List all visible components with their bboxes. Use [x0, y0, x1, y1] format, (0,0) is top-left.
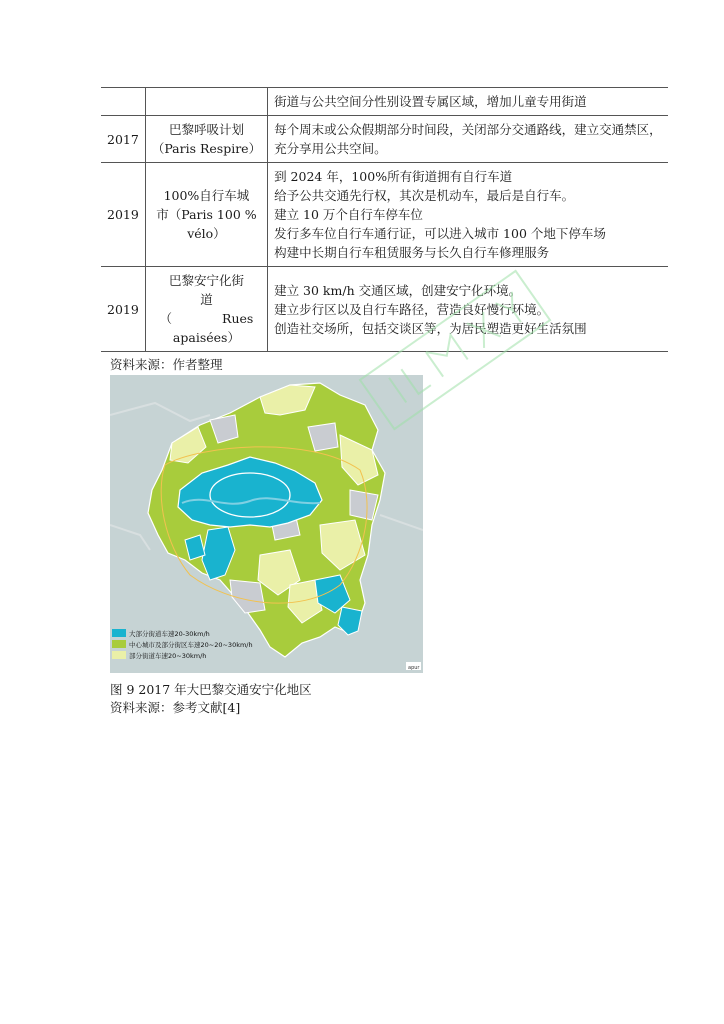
table-source-note: 资料来源：作者整理 — [110, 357, 223, 372]
description-line: 构建中长期自行车租赁服务与长久自行车修理服务 — [274, 245, 550, 260]
policy-name-cell — [145, 116, 267, 163]
description-line: 充分享用公共空间。 — [274, 141, 387, 156]
policy-name-line: （Paris Respire） — [151, 141, 262, 156]
policy-name-line: 巴黎呼吸计划 — [168, 122, 244, 137]
table-row — [101, 267, 668, 352]
legend-label: 中心城市及部分街区车速20~20~30km/h — [129, 641, 253, 649]
description-line: 建立 30 km/h 交通区域，创建安宁化环境。 — [274, 282, 522, 298]
legend-swatch — [112, 629, 126, 637]
description-line: 给予公共交通先行权，其次是机动车，最后是自行车。 — [274, 188, 575, 203]
description-line: 建立 10 万个自行车停车位 — [274, 207, 423, 222]
legend-swatch — [112, 651, 126, 659]
description-cell — [268, 88, 668, 116]
policy-name-line: 道 — [200, 292, 213, 307]
figure-caption: 图 9 2017 年大巴黎交通安宁化地区 — [110, 682, 312, 697]
year-cell: 2017 — [101, 116, 145, 163]
year-cell: 2019 — [101, 267, 145, 352]
description-cell — [268, 163, 668, 267]
policy-name-line: （ Rues — [159, 311, 254, 326]
policy-name-line: apaisées） — [172, 330, 240, 345]
description-line: 到 2024 年，100%所有街道拥有自行车道 — [274, 169, 513, 184]
policy-name-line: vélo） — [187, 226, 226, 241]
description-line: 发行多车位自行车通行证，可以进入城市 100 个地下停车场 — [274, 226, 606, 241]
policy-name-line: 100%自行车城 — [163, 188, 250, 203]
policy-name-cell — [145, 163, 267, 267]
apur-logo-text: apur — [408, 665, 420, 671]
description-line: 建立步行区以及自行车路径，营造良好慢行环境。 — [274, 301, 550, 317]
policy-name-line: 巴黎安宁化街 — [168, 273, 244, 288]
year-cell: 2019 — [101, 163, 145, 267]
figure-source-note: 资料来源：参考文献[4] — [110, 700, 241, 715]
description-cell — [268, 267, 668, 352]
legend-swatch — [112, 640, 126, 648]
map-figure — [110, 375, 423, 673]
description-line: 街道与公共空间分性别设置专属区域，增加儿童专用街道 — [274, 94, 587, 109]
greater-paris-traffic-calming-map — [110, 375, 423, 673]
description-line: 创造社交场所，包括交谈区等，为居民塑造更好生活氛围 — [274, 320, 587, 336]
description-cell — [268, 116, 668, 163]
table-row — [101, 163, 668, 267]
legend-label: 部分街道车速20~30km/h — [129, 652, 207, 660]
policy-name-cell — [145, 267, 267, 352]
year-cell — [101, 88, 145, 116]
table-row — [101, 116, 668, 163]
table-row — [101, 88, 668, 116]
policy-table — [101, 87, 668, 352]
legend-label: 大部分街道车速20-30km/h — [129, 630, 210, 638]
policy-name-line: 市（Paris 100 % — [156, 207, 257, 222]
policy-name-cell — [145, 88, 267, 116]
description-line: 每个周末或公众假期部分时间段，关闭部分交通路线，建立交通禁区， — [274, 122, 662, 137]
